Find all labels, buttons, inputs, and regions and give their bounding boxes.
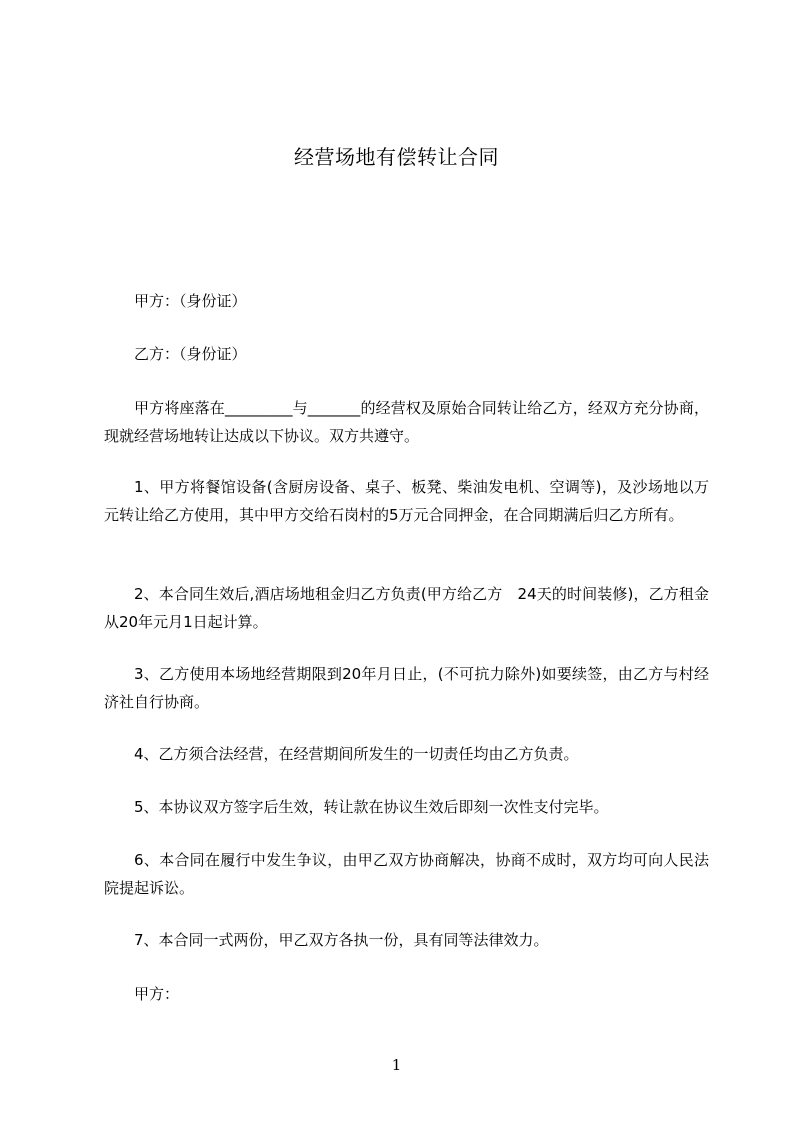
clause-1: 1、甲方将餐馆设备(含厨房设备、桌子、板凳、柴油发电机、空调等)，及沙场地以万元转让给乙方使用，其中甲方交给石岗村的5万元合同押金，在合同期满后归乙方所有。 [104,478,709,524]
clause-3: 3、乙方使用本场地经营期限到20年月日止，(不可抗力除外)如要续签，由乙方与村经济社自行协商。 [104,665,709,711]
intro-paragraph: 甲方将座落在_________与_______的经营权及原始合同转让给乙方，经双方充分协商，现就经营场地转让达成以下协议。双方共遵守。 [104,399,709,445]
page-number: 1 [391,1056,402,1074]
clause-2: 2、本合同生效后,酒店场地租金归乙方负责(甲方给乙方 24天的时间装修)，乙方租金从20年元月1日起计算。 [104,585,709,631]
party-a-line: 甲方：（身份证） [134,292,247,310]
clause-7: 7、本合同一式两份，甲乙双方各执一份，具有同等法律效力。 [134,931,549,949]
clause-5: 5、本协议双方签字后生效，转让款在协议生效后即刻一次性支付完毕。 [134,798,609,816]
signature-party-a: 甲方： [134,985,180,1003]
party-b-line: 乙方：（身份证） [134,345,247,363]
document-title: 经营场地有偿转让合同 [294,145,499,169]
clause-6: 6、本合同在履行中发生争议，由甲乙双方协商解决，协商不成时，双方均可向人民法院提起诉讼。 [104,851,709,897]
clause-4: 4、乙方须合法经营，在经营期间所发生的一切责任均由乙方负责。 [134,745,579,763]
